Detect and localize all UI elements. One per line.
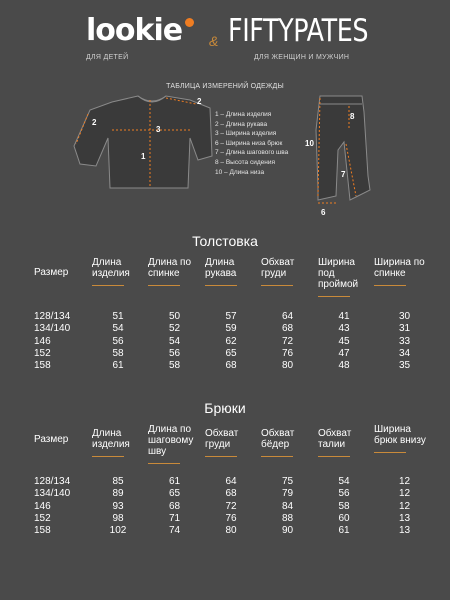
table-row: [32, 336, 437, 348]
size-cell: 134/140: [34, 323, 71, 335]
value-cell: 31: [398, 323, 411, 335]
value-cell: 62: [225, 335, 237, 347]
header-hip-girth: Обхват бёдер: [259, 424, 316, 470]
value-cell: 48: [338, 360, 350, 372]
pants-label-length: 10: [305, 139, 314, 148]
value-cell: 58: [112, 347, 124, 359]
header-item-length: Длина изделия: [90, 257, 146, 305]
value-cell: 57: [225, 311, 237, 322]
header-sleeve-length: Длина рукава: [203, 257, 259, 305]
value-cell: 41: [338, 311, 350, 322]
sweatshirt-section-title: Толстовка: [192, 233, 258, 249]
pants-label-seat: 8: [350, 112, 355, 121]
table-row: [32, 311, 437, 323]
header-item-length: Длина изделия: [90, 424, 146, 470]
value-cell: 98: [112, 512, 124, 524]
table-row: [32, 348, 437, 360]
value-cell: 93: [112, 500, 124, 512]
value-cell: 51: [112, 311, 124, 322]
fiftypates-logo: FIFTYPATES: [228, 13, 369, 49]
value-cell: 65: [225, 347, 237, 359]
shirt-label-length: 1: [141, 152, 146, 161]
shirt-label-sleeve-right: 2: [197, 97, 202, 106]
pants-label-inseam: 7: [341, 170, 346, 179]
value-cell: 50: [168, 311, 181, 322]
value-cell: 61: [112, 360, 124, 372]
value-cell: 71: [168, 512, 181, 524]
pants-size-table: [32, 424, 437, 537]
value-cell: 80: [281, 360, 294, 372]
header-size: Размер: [34, 267, 69, 278]
value-cell: 58: [168, 360, 181, 372]
value-cell: 68: [281, 323, 294, 335]
value-cell: 13: [398, 525, 411, 537]
size-cell: 146: [34, 335, 51, 347]
value-cell: 12: [398, 488, 411, 500]
pants-label-hem: 6: [321, 208, 326, 217]
value-cell: 56: [338, 488, 350, 500]
measurement-chart-title: ТАБЛИЦА ИЗМЕРЕНИЙ ОДЕЖДЫ: [166, 83, 284, 90]
subtitle-kids: ДЛЯ ДЕТЕЙ: [86, 54, 129, 61]
value-cell: 85: [112, 476, 124, 487]
shirt-label-sleeve-left: 2: [92, 118, 97, 127]
table-row: [32, 360, 437, 372]
value-cell: 68: [168, 500, 181, 512]
value-cell: 12: [398, 476, 411, 487]
value-cell: 47: [338, 347, 350, 359]
table-row: [32, 501, 437, 513]
header-chest-girth: Обхват груди: [259, 257, 316, 305]
header-hem-width: Ширина брюк внизу: [372, 424, 437, 470]
value-cell: 80: [225, 525, 237, 537]
size-cell: 146: [34, 500, 51, 512]
table-row: [32, 525, 437, 537]
size-cell: 152: [34, 512, 51, 524]
value-cell: 45: [338, 335, 350, 347]
legend-item: 10 – Длина низа: [215, 168, 265, 176]
value-cell: 68: [225, 360, 237, 372]
value-cell: 12: [398, 500, 411, 512]
header-back-width: Ширина по спинке: [372, 257, 437, 305]
value-cell: 13: [398, 512, 411, 524]
value-cell: 90: [281, 525, 294, 537]
value-cell: 76: [225, 512, 237, 524]
header-armhole-width: Ширина под проймой: [316, 257, 372, 305]
sweatshirt-table-body: [32, 305, 437, 372]
value-cell: 75: [281, 476, 294, 487]
value-cell: 58: [338, 500, 350, 512]
pants-section-title: Брюки: [204, 400, 246, 416]
sweatshirt-size-table: [32, 257, 437, 372]
sweatshirt-icon: [74, 96, 212, 188]
value-cell: 72: [281, 335, 294, 347]
value-cell: 59: [225, 323, 237, 335]
value-cell: 68: [225, 488, 237, 500]
subtitle-adults: ДЛЯ ЖЕНЩИН И МУЖЧИН: [254, 54, 350, 61]
size-cell: 128/134: [34, 476, 71, 487]
legend-item: 6 – Ширина низа брюк: [215, 139, 283, 147]
table-row: [32, 488, 437, 500]
size-cell: 152: [34, 347, 51, 359]
header-chest-girth: Обхват груди: [203, 424, 259, 470]
pants-icon: [316, 96, 370, 200]
value-cell: 76: [281, 347, 294, 359]
value-cell: 30: [398, 311, 411, 322]
value-cell: 60: [338, 512, 350, 524]
header-inseam-length: Длина по шаговому шву: [146, 424, 203, 470]
value-cell: 54: [168, 335, 181, 347]
value-cell: 79: [281, 488, 294, 500]
value-cell: 74: [168, 525, 181, 537]
value-cell: 89: [112, 488, 124, 500]
size-cell: 134/140: [34, 488, 71, 500]
ampersand: &: [209, 33, 219, 49]
table-row: [32, 476, 437, 488]
value-cell: 88: [281, 512, 294, 524]
value-cell: 65: [168, 488, 181, 500]
value-cell: 54: [112, 323, 124, 335]
value-cell: 54: [338, 476, 350, 487]
value-cell: 34: [398, 347, 411, 359]
header-waist-girth: Обхват талии: [316, 424, 372, 470]
value-cell: 72: [225, 500, 237, 512]
table-row: [32, 323, 437, 335]
size-cell: 128/134: [34, 311, 71, 322]
legend-item: 7 – Длина шагового шва: [215, 149, 289, 157]
size-cell: 158: [34, 360, 51, 372]
legend-item: 3 – Ширина изделия: [215, 130, 277, 138]
size-cell: 158: [34, 525, 51, 537]
table-row: [32, 513, 437, 525]
header-size: Размер: [34, 434, 69, 445]
value-cell: 64: [281, 311, 294, 322]
value-cell: 102: [109, 525, 127, 537]
value-cell: 61: [338, 525, 350, 537]
legend-item: 2 – Длина рукава: [215, 120, 268, 128]
value-cell: 52: [168, 323, 181, 335]
pants-table-body: [32, 470, 437, 537]
value-cell: 84: [281, 500, 294, 512]
value-cell: 56: [112, 335, 124, 347]
diagram-legend: [215, 110, 288, 177]
value-cell: 56: [168, 347, 181, 359]
value-cell: 64: [225, 476, 237, 487]
legend-item: 1 – Длина изделия: [215, 111, 272, 118]
shirt-label-width: 3: [156, 125, 161, 134]
value-cell: 43: [338, 323, 350, 335]
value-cell: 33: [398, 335, 411, 347]
value-cell: 61: [168, 476, 181, 487]
legend-item: 8 – Высота сидения: [215, 158, 275, 166]
value-cell: 35: [398, 360, 411, 372]
header-back-length: Длина по спинке: [146, 257, 203, 305]
lookie-logo-text: lookie: [86, 13, 183, 48]
